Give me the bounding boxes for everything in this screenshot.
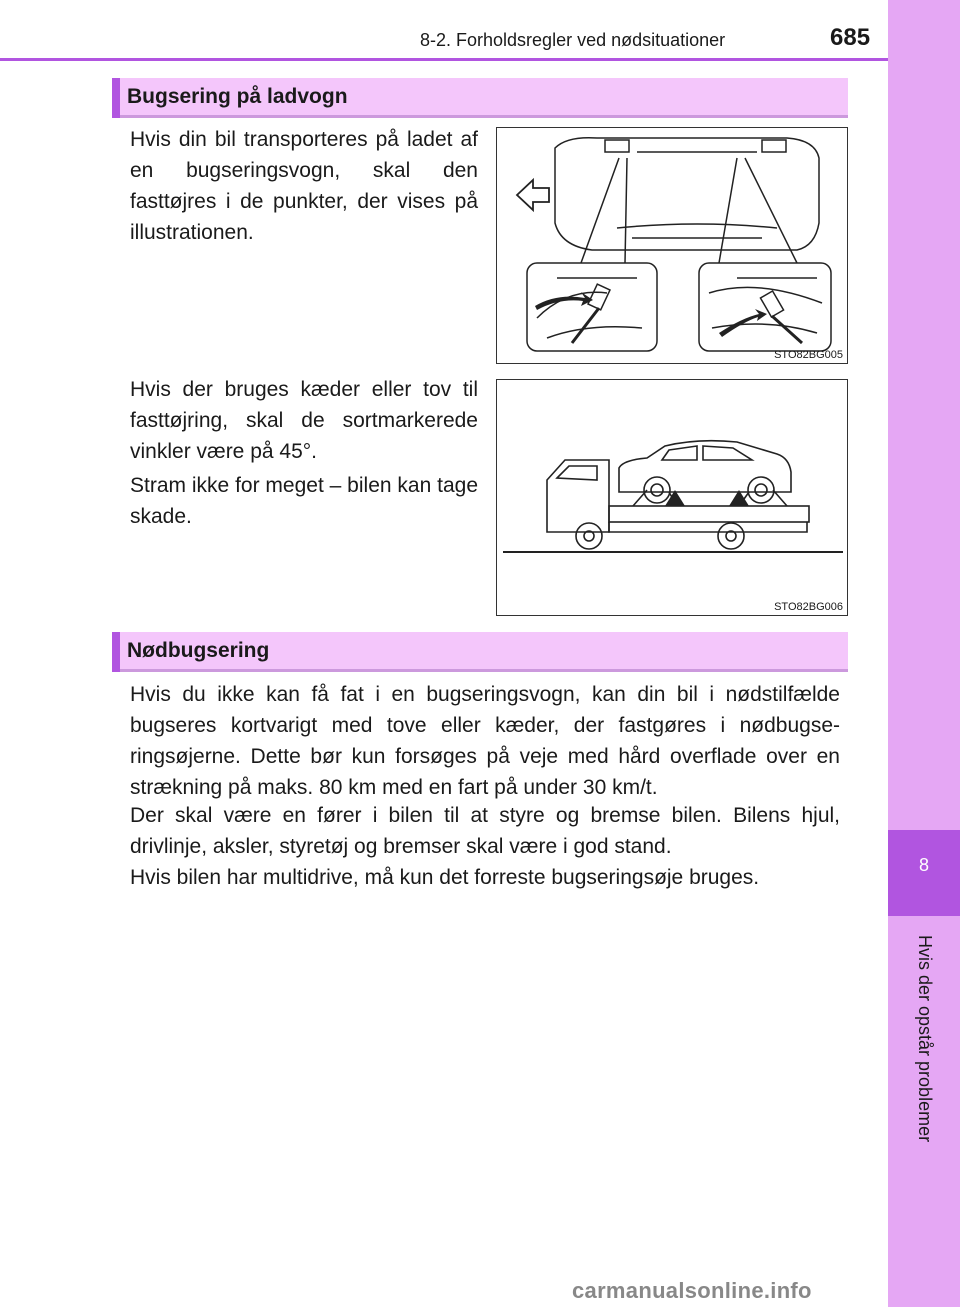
chapter-number: 8 [918,855,929,875]
header-divider [0,58,888,61]
paragraph-emergency-towing: Hvis du ikke kan få fat i en bugseringsvogn, kan din bil i nødstilfælde bugseres kortvarigt med tove eller kæder, der fastgøres i nødbugse-ringsøjerne. Dette bør kun forsøges på veje med hård overflade over en strækning på maks. 80 km med en fart på under 30 km/t. [130,683,840,799]
section-heading-text: Nødbugsering [127,639,270,662]
header-section-title: 8-2. Forholdsregler ved nødsituationer [420,30,726,50]
watermark: carmanualsonline.info [572,1278,812,1303]
figure-code: STO82BG005 [774,349,843,361]
section-heading-text: Bugsering på ladvogn [127,85,348,108]
section-heading-noedbugsering [112,632,848,672]
paragraph-chain-angle: Hvis der bruges kæder eller tov til fasttøjring, skal de sortmarkerede vinkler være på 45°. [130,378,478,463]
paragraph-ladvogn-intro: Hvis din bil transporteres på ladet af en bugseringsvogn, skal den fasttøjres i de punkter, der vises på illustrationen. [130,128,478,244]
paragraph-do-not-overtighten: Stram ikke for meget – bilen kan tage skade. [130,474,478,528]
figure-code: STO82BG006 [774,601,843,613]
section-heading-bugsering-paa-ladvogn [112,78,848,118]
paragraph-driver-requirements: Der skal være en fører i bilen til at styre og bremse bilen. Bilens hjul, drivlinje, aksler, styretøj og bremser skal være i god stand. [130,804,840,858]
truck-illustration [497,380,849,617]
figure-tie-down-points [496,127,848,364]
paragraph-multidrive-note: Hvis bilen har multidrive, må kun det forreste bugseringsøje bruges. [130,866,760,889]
figure-truck-transport [496,379,848,616]
chapter-title: Hvis der opstår problemer [915,935,935,1143]
page-number: 685 [830,24,871,51]
tie-down-illustration [497,128,849,365]
